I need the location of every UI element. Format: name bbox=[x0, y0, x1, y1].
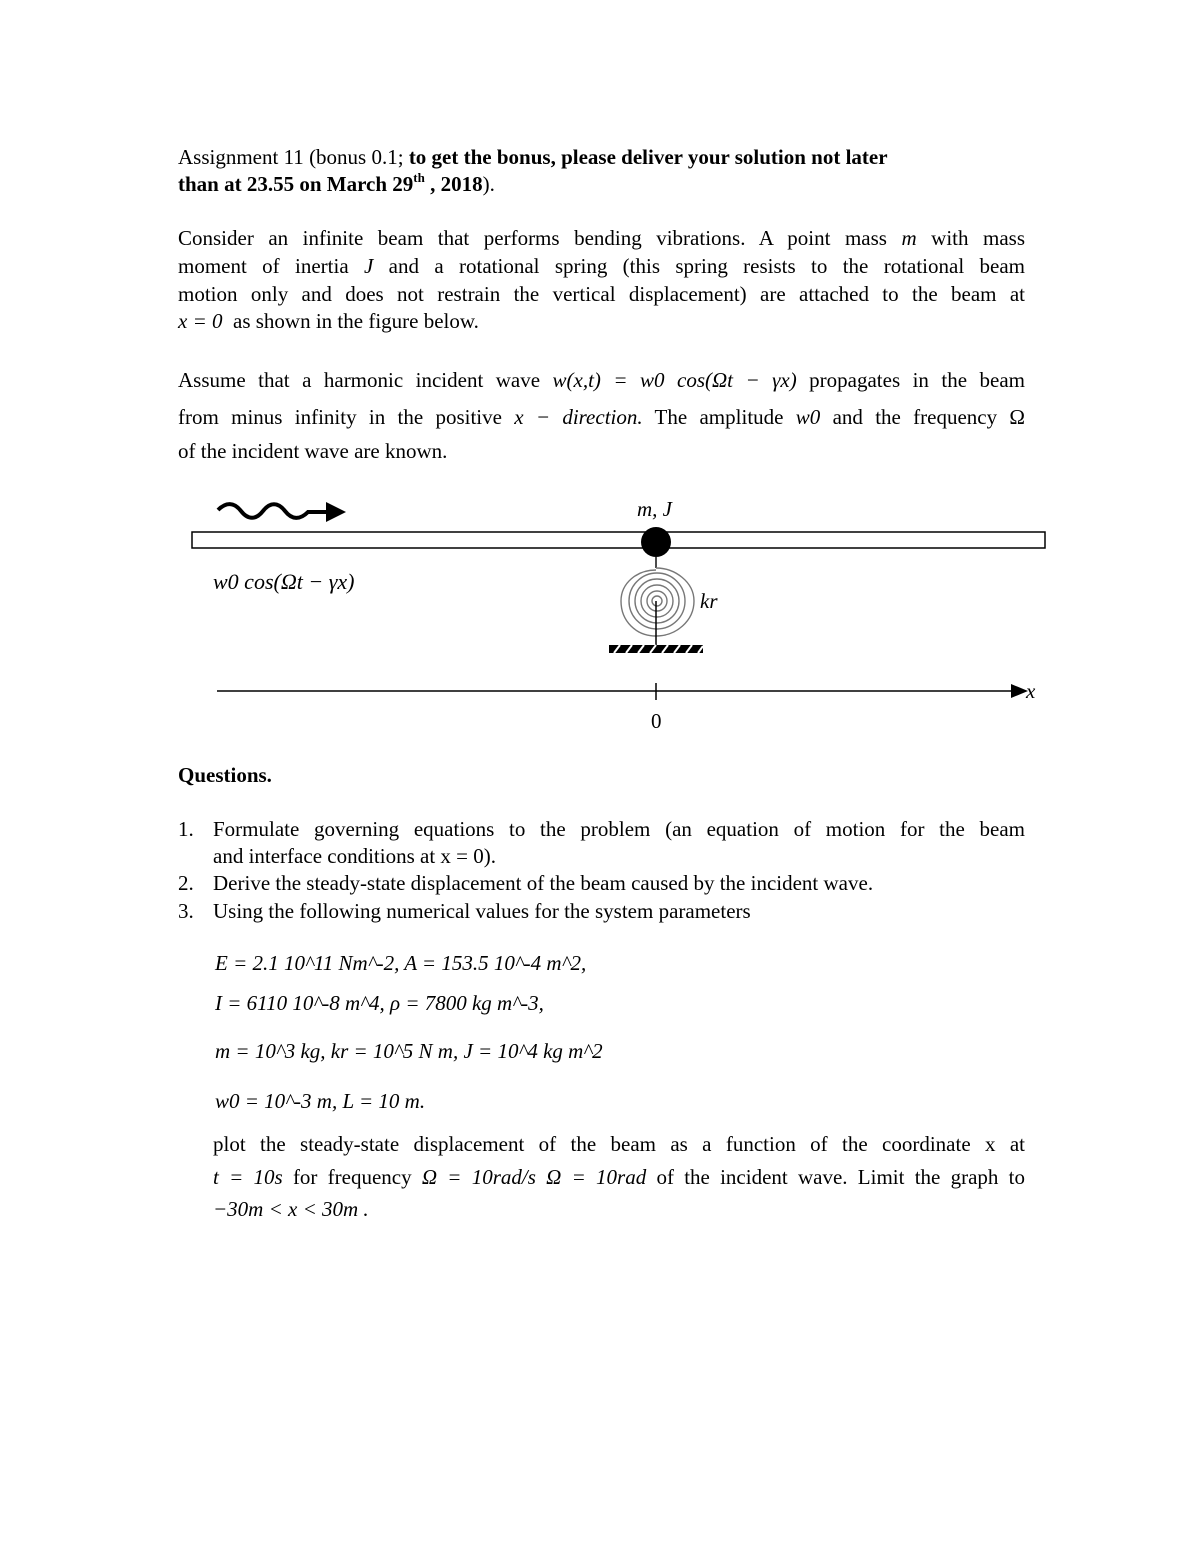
var-omega: Ω bbox=[1009, 405, 1025, 429]
ground-support bbox=[609, 645, 703, 653]
origin-label: 0 bbox=[651, 709, 662, 733]
intro-line-4: x = 0 as shown in the figure below. bbox=[178, 309, 479, 333]
questions-title: Questions. bbox=[178, 763, 272, 787]
wave-line-1: Assume that a harmonic incident wave w(x,t) = w0 cos(Ωt − γx) propagates in the beam bbox=[178, 368, 1025, 392]
eq-x-direction: x − direction. bbox=[514, 405, 643, 429]
spring-label: kr bbox=[700, 589, 718, 613]
beam bbox=[192, 532, 1045, 548]
deadline-sup: th bbox=[413, 170, 425, 185]
var-m: m bbox=[901, 226, 917, 250]
point-mass bbox=[641, 527, 671, 557]
eq-omega-rad: Ω = 10rad bbox=[546, 1165, 647, 1189]
wave-expression-label: w0 cos(Ωt − γx) bbox=[213, 569, 355, 594]
intro-line-1: Consider an infinite beam that performs bending vibrations. A point mass m with mass bbox=[178, 226, 1025, 250]
plot-line-3: −30m < x < 30m . bbox=[213, 1197, 369, 1221]
question-3-line-1: Using the following numerical values for the system parameters bbox=[213, 899, 751, 923]
var-J: J bbox=[364, 254, 374, 278]
incident-wave-arrowhead-icon bbox=[326, 502, 346, 522]
eq-omega-rad-s: Ω = 10rad/s bbox=[421, 1165, 536, 1189]
question-1-line-1: Formulate governing equations to the problem (an equation of motion for the beam bbox=[213, 817, 1025, 841]
eq-incident-wave: w(x,t) = w0 cos(Ωt − γx) bbox=[552, 368, 797, 392]
eq-x0: x = 0 bbox=[178, 309, 223, 333]
mass-label: m, J bbox=[637, 497, 672, 521]
wave-line-3: of the incident wave are known. bbox=[178, 439, 448, 463]
parameter-line-3: m = 10^3 kg, kr = 10^5 N m, J = 10^4 kg m^2 bbox=[215, 1039, 603, 1063]
var-w0: w0 bbox=[795, 405, 821, 429]
deadline-text-2: than at 23.55 on March 29 bbox=[178, 172, 414, 196]
assignment-title: Assignment 11 bbox=[178, 145, 304, 169]
intro-line-2: moment of inertia J and a rotational spring (this spring resists to the rotational beam bbox=[178, 254, 1025, 278]
deadline-line bbox=[178, 170, 495, 196]
assignment-heading bbox=[178, 147, 888, 168]
question-1-line-2: and interface conditions at x = 0). bbox=[213, 844, 496, 868]
deadline-text-1: to get the bonus, please deliver your solution not later bbox=[408, 145, 888, 169]
parameter-line-2: I = 6110 10^-8 m^4, ρ = 7800 kg m^-3, bbox=[215, 991, 544, 1015]
deadline-text-3: , 2018 bbox=[430, 172, 483, 196]
beam-figure bbox=[0, 490, 1200, 750]
question-2-number: 2. bbox=[178, 871, 194, 895]
incident-wave-squiggle-icon bbox=[218, 504, 328, 518]
bonus-open: (bonus 0.1; bbox=[309, 145, 404, 169]
question-2-line-1: Derive the steady-state displacement of the beam caused by the incident wave. bbox=[213, 871, 874, 895]
eq-t10: t = 10s bbox=[213, 1165, 283, 1189]
question-3-number: 3. bbox=[178, 899, 194, 923]
intro-line-3: motion only and does not restrain the vertical displacement) are attached to the beam at bbox=[178, 282, 1025, 306]
plot-line-2: t = 10s for frequency Ω = 10rad/s Ω = 10rad of the incident wave. Limit the graph to bbox=[213, 1165, 1026, 1189]
question-1-number: 1. bbox=[178, 817, 194, 841]
x-axis-label: x bbox=[1026, 679, 1036, 703]
parameter-line-1: E = 2.1 10^11 Nm^-2, A = 153.5 10^-4 m^2, bbox=[215, 951, 587, 975]
wave-line-2: from minus infinity in the positive x − direction. The amplitude w0 and the frequency Ω bbox=[178, 405, 1025, 429]
plot-line-1: plot the steady-state displacement of the beam as a function of the coordinate x at bbox=[213, 1132, 1025, 1156]
rotational-spring-icon bbox=[621, 557, 694, 646]
heading-close: ). bbox=[482, 172, 495, 196]
parameter-line-4: w0 = 10^-3 m, L = 10 m. bbox=[215, 1089, 426, 1113]
